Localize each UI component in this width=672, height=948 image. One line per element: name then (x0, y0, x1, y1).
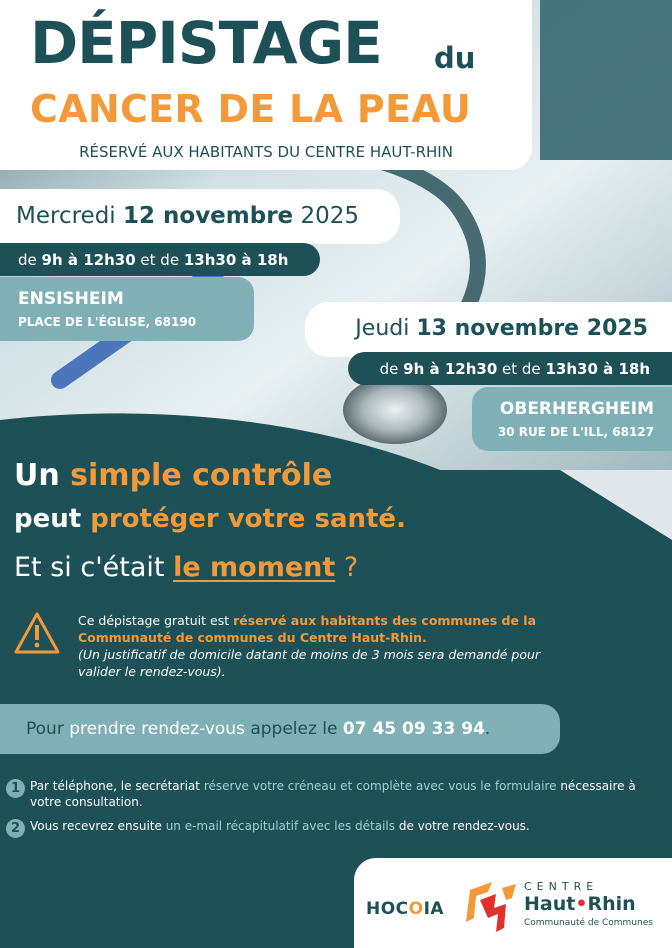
session2-hours-mid: et de (502, 360, 541, 378)
step-2-a: Vous recevrez ensuite (30, 819, 162, 833)
title-sub: CANCER DE LA PEAU (30, 87, 472, 131)
phone-t3: appelez le (250, 719, 338, 739)
centre-haut-rhin-logo-mark (462, 878, 520, 934)
step-1 (6, 778, 646, 810)
headline-line1 (14, 458, 332, 493)
step-1-number: 1 (6, 779, 25, 798)
warning-triangle-icon (14, 611, 60, 655)
session2-hours-prefix: de (379, 360, 399, 378)
session1-address: PLACE DE L'ÉGLISE, 68190 (18, 315, 197, 329)
headline-l3-b: le moment (173, 552, 336, 583)
rhin-label: Rhin (587, 893, 636, 915)
centre-label: CENTRE (524, 880, 599, 893)
session2-day: Jeudi (355, 316, 410, 341)
title-main: DÉPISTAGE (30, 9, 382, 77)
reserved-text: RÉSERVÉ AUX HABITANTS DU CENTRE HAUT-RHIN (79, 143, 453, 161)
phone-t2: prendre rendez-vous (69, 719, 245, 739)
session1-date-text (16, 203, 359, 229)
step-2 (6, 818, 646, 834)
session1-date (0, 189, 400, 244)
phone-bar (0, 704, 560, 754)
session1-hours-mid: et de (140, 251, 180, 269)
session2-city: OBERHERGHEIM (499, 399, 654, 419)
step-2-text (30, 818, 646, 834)
step-2-c: de votre rendez-vous. (398, 819, 530, 833)
step-1-text (30, 778, 646, 810)
reserved-notice (0, 145, 532, 160)
session1-city: ENSISHEIM (18, 289, 124, 309)
phone-t1: Pour (26, 719, 64, 739)
session2-date (305, 302, 672, 357)
session2-address: 30 RUE DE L'ILL, 68127 (497, 425, 654, 439)
session2-location (472, 387, 672, 451)
session1-location (0, 277, 254, 341)
headline-l3-c: ? (343, 552, 359, 583)
step-2-b: un e-mail récapitulatif avec les détails (165, 819, 395, 833)
step-2-number: 2 (6, 819, 25, 838)
headline-l2-a: peut (14, 504, 82, 534)
session2-hours-text (380, 360, 650, 378)
session1-day: Mercredi (16, 203, 116, 229)
session2-hours (348, 352, 672, 385)
phone-end: . (484, 719, 491, 739)
session2-date-bold: 13 novembre 2025 (416, 316, 648, 341)
session1-hours-pm: 13h30 à 18h (183, 251, 289, 269)
hocoia-a: HOC (366, 899, 409, 919)
session1-hours-prefix: de (18, 251, 37, 269)
eligibility-bold: réservé aux habitants des communes de la Communauté de communes du Centre Haut-Rhin. (78, 613, 537, 645)
headline-line2 (14, 504, 406, 534)
session1-hours (0, 243, 320, 276)
session2-date-text (355, 316, 648, 341)
phone-text (26, 719, 490, 739)
hocoia-b: O (408, 899, 424, 919)
phone-number[interactable]: 07 45 09 33 94 (342, 719, 485, 739)
haut-label: Haut (524, 893, 576, 915)
session1-date-bold: 12 novembre (123, 203, 294, 229)
communaute-label: Communauté de Communes (524, 918, 653, 928)
headline-l3-a: Et si c'était (14, 552, 165, 583)
step-1-a: Par téléphone, le secrétariat (30, 779, 200, 793)
headline-l1-a: Un (14, 458, 60, 493)
eligibility-notice (78, 612, 578, 680)
step-1-b: réserve votre créneau et complète avec vous le formulaire (203, 779, 557, 793)
headline-l1-b: simple contrôle (70, 458, 333, 493)
title-du: du (434, 41, 476, 75)
hocoia-logo (366, 899, 444, 919)
headline-l2-b: protéger votre santé. (90, 504, 406, 534)
title-block (0, 0, 532, 170)
session1-hours-text (18, 251, 288, 269)
hocoia-c: IA (423, 899, 445, 919)
session2-hours-pm: 13h30 à 18h (545, 360, 650, 378)
headline-line3 (14, 552, 358, 583)
session1-year: 2025 (300, 203, 360, 229)
step-1-c: nécessaire à votre consultation. (30, 779, 636, 809)
session1-hours-am: 9h à 12h30 (41, 251, 136, 269)
session2-hours-am: 9h à 12h30 (403, 360, 498, 378)
haut-rhin-label: Haut•Rhin (524, 893, 636, 915)
eligibility-text: Ce dépistage gratuit est (78, 613, 230, 628)
proof-of-address-note: (Un justificatif de domicile datant de moins de 3 mois sera demandé pour valider le rendez-vous). (78, 647, 541, 679)
